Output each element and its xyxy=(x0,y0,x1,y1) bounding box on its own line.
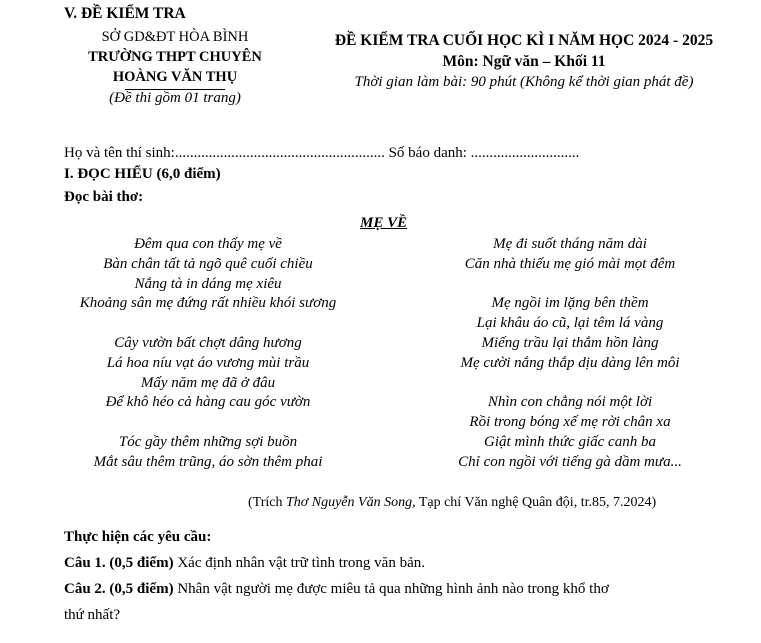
stanza-gap xyxy=(28,314,388,334)
stanza-gap xyxy=(28,413,388,433)
exam-title: ĐỀ KIỂM TRA CUỐI HỌC KÌ I NĂM HỌC 2024 - 2025 xyxy=(334,32,714,49)
left-poem-line: Tóc gầy thêm những sợi buồn xyxy=(118,433,298,450)
right-poem-line: Lại khâu áo cũ, lại têm lá vàng xyxy=(476,315,664,332)
left-poem-line: Lá hoa níu vạt áo vương mùi trầu xyxy=(106,354,310,371)
part1-heading: I. ĐỌC HIỂU (6,0 điểm) xyxy=(64,166,221,182)
right-poem-line: Miếng trầu lại thắm hồn làng xyxy=(481,334,659,351)
school-header xyxy=(62,27,288,108)
left-poem-line: Mắt sâu thêm trũng, áo sờn thêm phai xyxy=(93,453,323,470)
left-poem-line: Bàn chân tất tả ngõ quê cuối chiều xyxy=(103,255,313,272)
stanza-gap xyxy=(390,374,750,394)
question-1-text: Xác định nhân vật trữ tình trong văn bản. xyxy=(173,555,425,571)
exam-subject: Môn: Ngữ văn – Khối 11 xyxy=(442,53,606,70)
left-poem-line: Cây vườn bất chợt dâng hương xyxy=(114,334,302,351)
poem-source xyxy=(248,495,656,511)
poem-right-column xyxy=(390,235,750,473)
question-2-label: Câu 2. (0,5 điểm) xyxy=(64,581,174,597)
question-2 xyxy=(64,581,609,598)
right-poem-line: Mẹ ngồi im lặng bên thềm xyxy=(491,295,649,312)
stanza-gap xyxy=(390,275,750,295)
question-1-label: Câu 1. (0,5 điểm) xyxy=(64,555,174,571)
exam-header xyxy=(292,30,756,93)
question-2-text: Nhân vật người mẹ được miêu tả qua những hình ảnh nào trong khổ thơ xyxy=(173,581,609,597)
poem-left-column xyxy=(28,235,388,473)
school-name-line2: HOÀNG VĂN THỤ xyxy=(112,69,238,85)
read-instruction: Đọc bài thơ: xyxy=(64,189,144,205)
left-poem-line: Nắng tà in dáng mẹ xiêu xyxy=(134,275,282,292)
right-poem-line: Chỉ con ngồi với tiếng gà dầm mưa... xyxy=(458,453,682,470)
pages-note: (Đề thi gồm 01 trang) xyxy=(109,90,241,106)
source-suffix: Tạp chí Văn nghệ Quân đội, tr.85, 7.2024) xyxy=(415,495,657,510)
left-poem-line: Mấy năm mẹ đã ở đâu xyxy=(140,374,276,391)
right-poem-line: Rồi trong bóng xế mẹ rời chân xa xyxy=(469,414,671,431)
left-poem-line: Đêm qua con thấy mẹ về xyxy=(134,236,282,252)
right-poem-line: Giật mình thức giấc canh ba xyxy=(484,433,656,450)
right-poem-line: Mẹ cười nắng thắp dịu dàng lên môi xyxy=(460,354,680,371)
poem-title: MẸ VỀ xyxy=(360,215,408,231)
right-poem-line: Nhìn con chẳng nói một lời xyxy=(487,394,653,411)
source-prefix: (Trích xyxy=(248,495,286,510)
exam-duration: Thời gian làm bài: 90 phút (Không kể thời gian phát đề) xyxy=(354,74,694,90)
department-name: SỞ GD&ĐT HÒA BÌNH xyxy=(101,29,249,45)
left-poem-line: Để khô héo cả hàng cau góc vườn xyxy=(105,394,311,411)
section-label: V. ĐỀ KIỂM TRA xyxy=(64,5,186,22)
school-name-line1: TRƯỜNG THPT CHUYÊN xyxy=(88,49,262,65)
question-2-continued: thứ nhất? xyxy=(64,607,121,623)
right-poem-line: Mẹ đi suốt tháng năm dài xyxy=(493,236,647,252)
requirements-heading: Thực hiện các yêu cầu: xyxy=(64,529,212,545)
right-poem-line: Căn nhà thiếu mẹ gió mài mọt đêm xyxy=(464,255,676,272)
left-poem-line: Khoảng sân mẹ đứng rất nhiều khói sương xyxy=(79,295,337,312)
candidate-info-line: Họ và tên thí sinh:........................................................ Số báo danh: ............................. xyxy=(64,145,580,161)
question-1 xyxy=(64,555,425,572)
source-work: Thơ Nguyễn Văn Song, xyxy=(286,495,416,510)
